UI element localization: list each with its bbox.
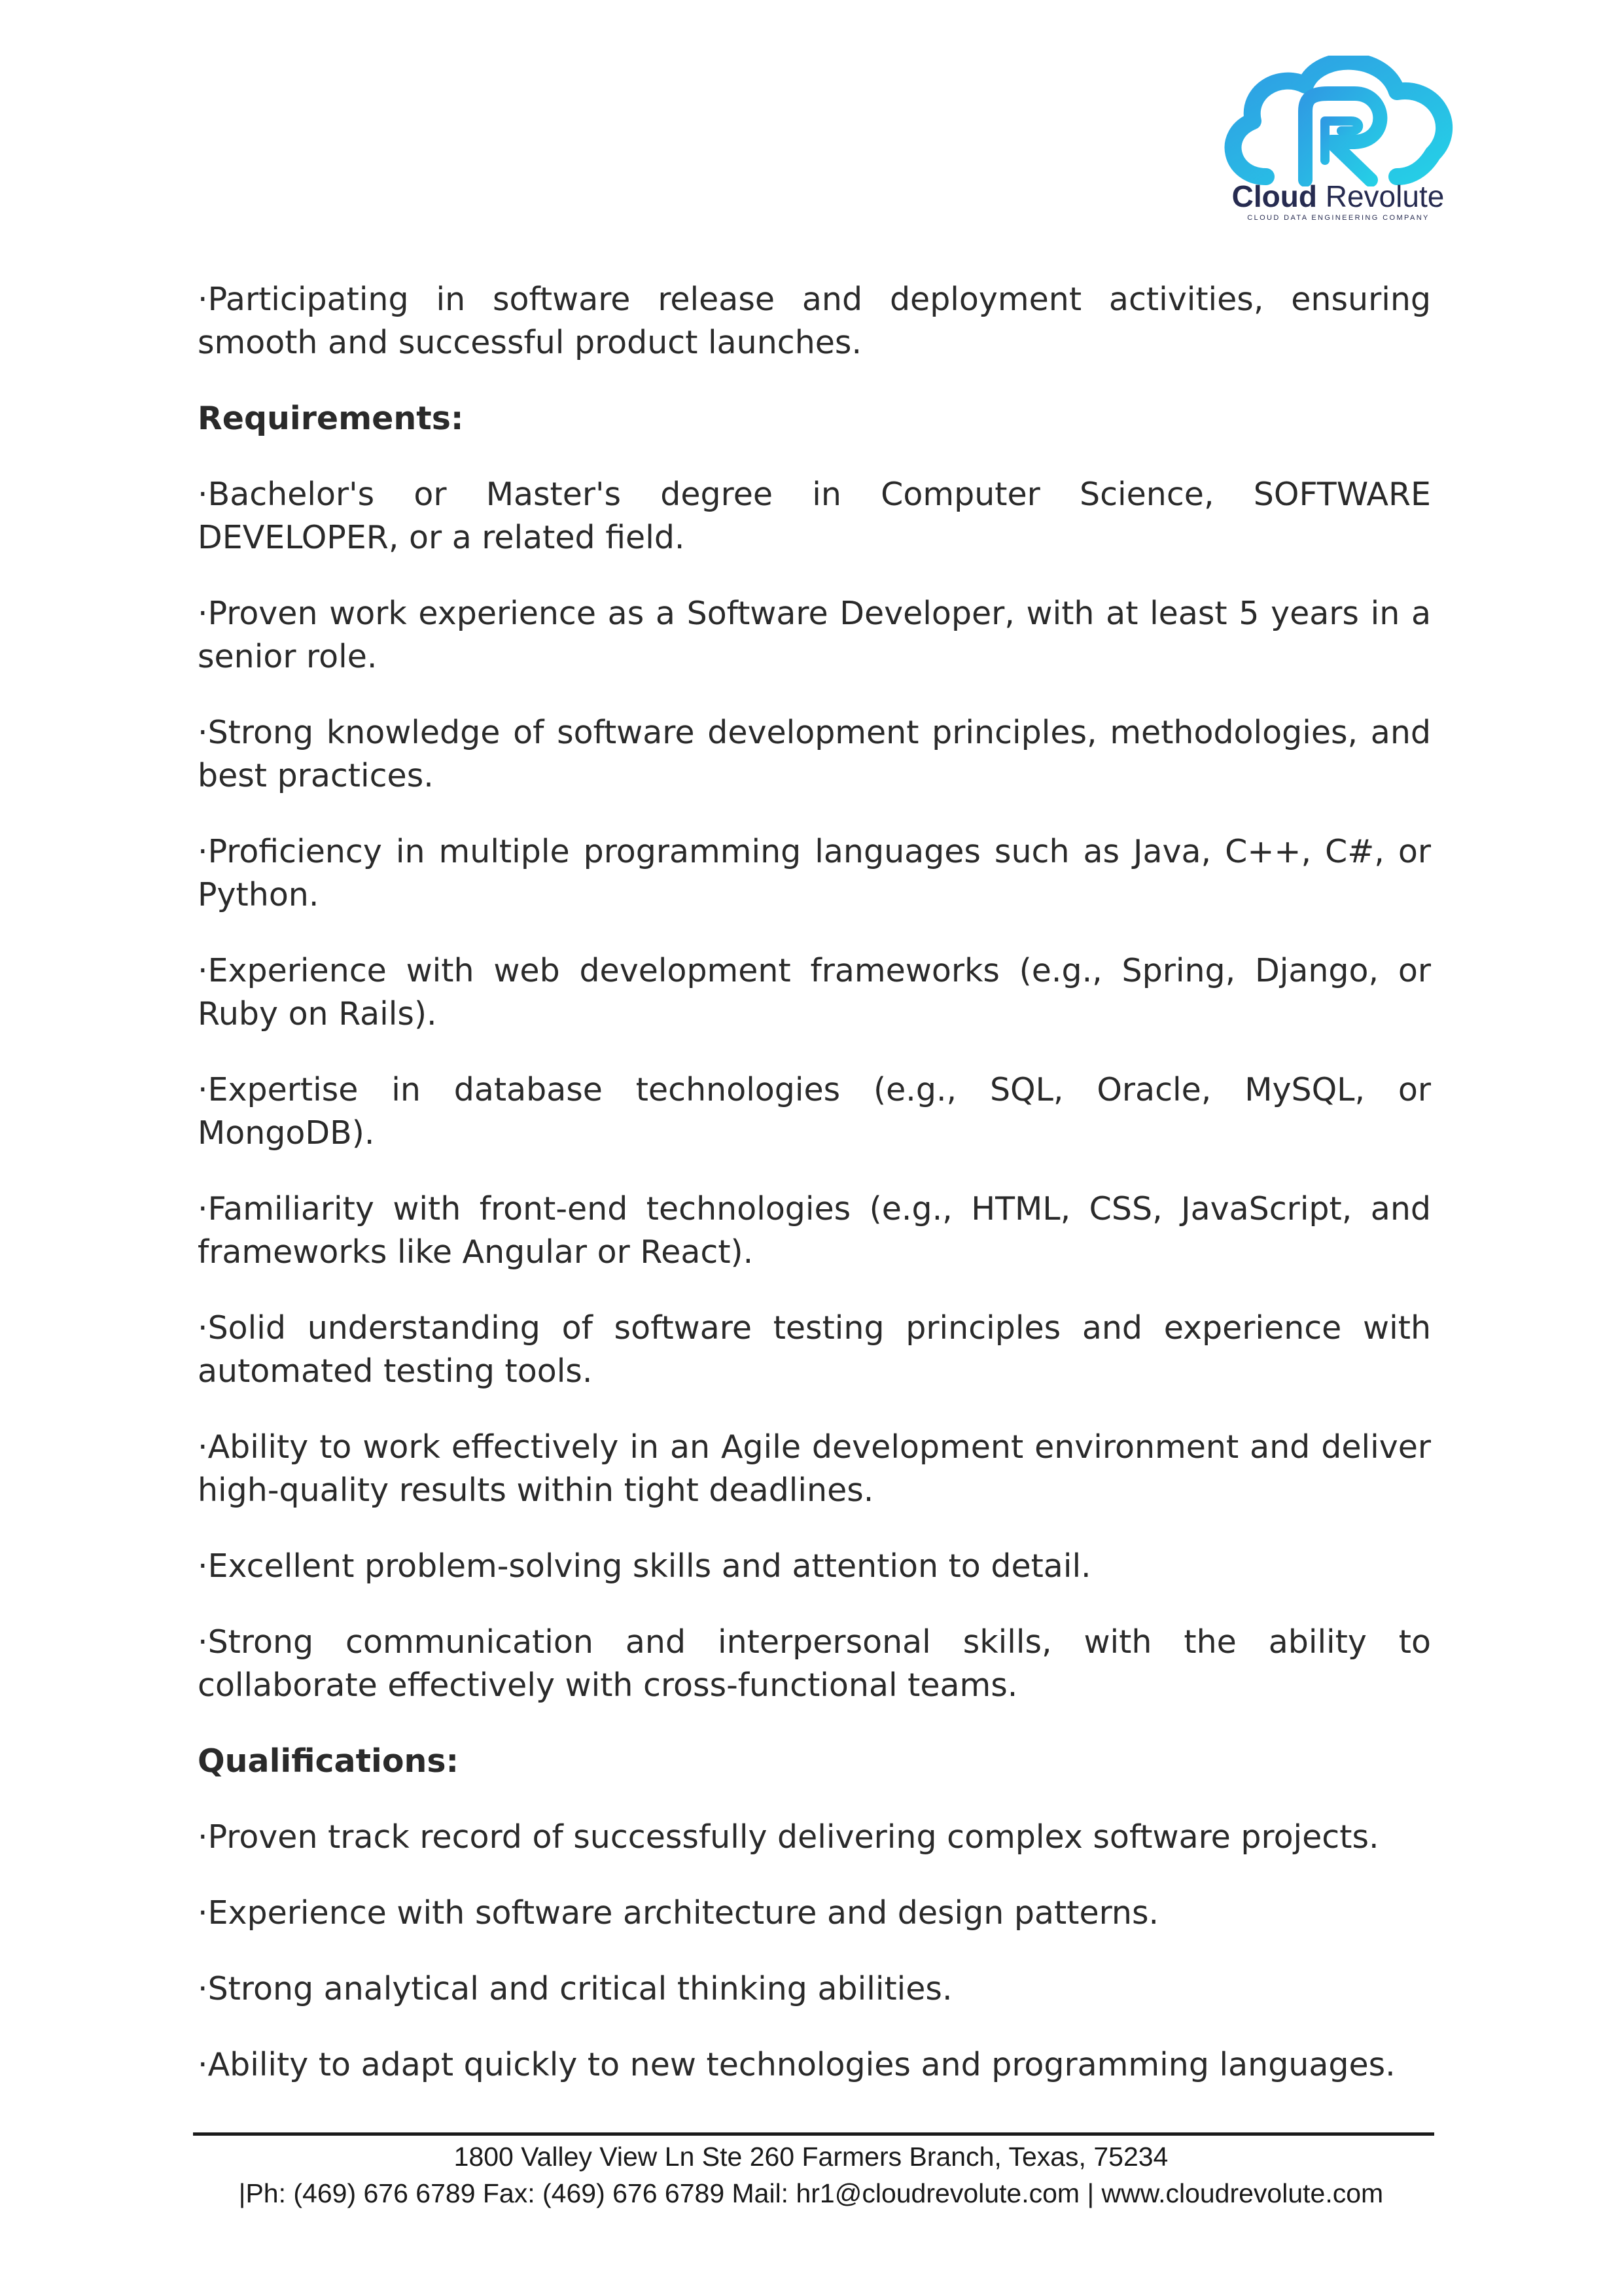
logo-tagline: CLOUD DATA ENGINEERING COMPANY xyxy=(1247,214,1430,222)
requirement-item: ·Solid understanding of software testing principles and experience with automated testing tools. xyxy=(198,1309,1431,1390)
requirement-item: ·Familiarity with front-end technologies (e.g., HTML, CSS, JavaScript, and frameworks like Angular or React). xyxy=(198,1190,1431,1271)
requirement-item: ·Ability to work effectively in an Agile development environment and deliver high-quality results within tight deadlines. xyxy=(198,1428,1431,1509)
intro-bullet: ·Participating in software release and deployment activities, ensuring smooth and successful product launches. xyxy=(198,281,1431,361)
requirement-item: ·Excellent problem-solving skills and attention to detail. xyxy=(198,1547,1091,1585)
requirement-item: ·Proven work experience as a Software Developer, with at least 5 years in a senior role. xyxy=(198,595,1431,675)
requirement-item: ·Proficiency in multiple programming languages such as Java, C++, C#, or Python. xyxy=(198,833,1431,913)
qualifications-heading: Qualifications: xyxy=(198,1742,459,1780)
cloud-logo-icon xyxy=(1214,56,1462,186)
qualification-item: ·Ability to adapt quickly to new technologies and programming languages. xyxy=(198,2046,1396,2083)
requirements-heading: Requirements: xyxy=(198,400,464,437)
qualification-item: ·Strong analytical and critical thinking abilities. xyxy=(198,1970,953,2007)
logo-wordmark xyxy=(1214,180,1462,213)
logo-name-regular: Revolute xyxy=(1316,179,1445,213)
footer-address: 1800 Valley View Ln Ste 260 Farmers Branch, Texas, 75234 xyxy=(453,2142,1169,2172)
requirement-item: ·Experience with web development frameworks (e.g., Spring, Django, or Ruby on Rails). xyxy=(198,952,1431,1033)
qualification-item: ·Experience with software architecture and design patterns. xyxy=(198,1894,1159,1932)
footer-divider xyxy=(193,2132,1434,2136)
qualification-item: ·Proven track record of successfully delivering complex software projects. xyxy=(198,1818,1379,1856)
logo-name-bold: Cloud xyxy=(1231,179,1317,213)
company-logo xyxy=(1214,56,1462,226)
page-footer xyxy=(131,2138,1491,2212)
footer-contact: |Ph: (469) 676 6789 Fax: (469) 676 6789 Mail: hr1@cloudrevolute.com | www.cloudrevolute.com xyxy=(238,2178,1384,2208)
document-body xyxy=(198,278,1431,2119)
requirement-item: ·Bachelor's or Master's degree in Computer Science, SOFTWARE DEVELOPER, or a related field. xyxy=(198,476,1431,556)
requirement-item: ·Strong knowledge of software development principles, methodologies, and best practices. xyxy=(198,714,1431,794)
requirement-item: ·Expertise in database technologies (e.g., SQL, Oracle, MySQL, or MongoDB). xyxy=(198,1071,1431,1152)
requirement-item: ·Strong communication and interpersonal skills, with the ability to collaborate effectively with cross-functional teams. xyxy=(198,1623,1431,1704)
